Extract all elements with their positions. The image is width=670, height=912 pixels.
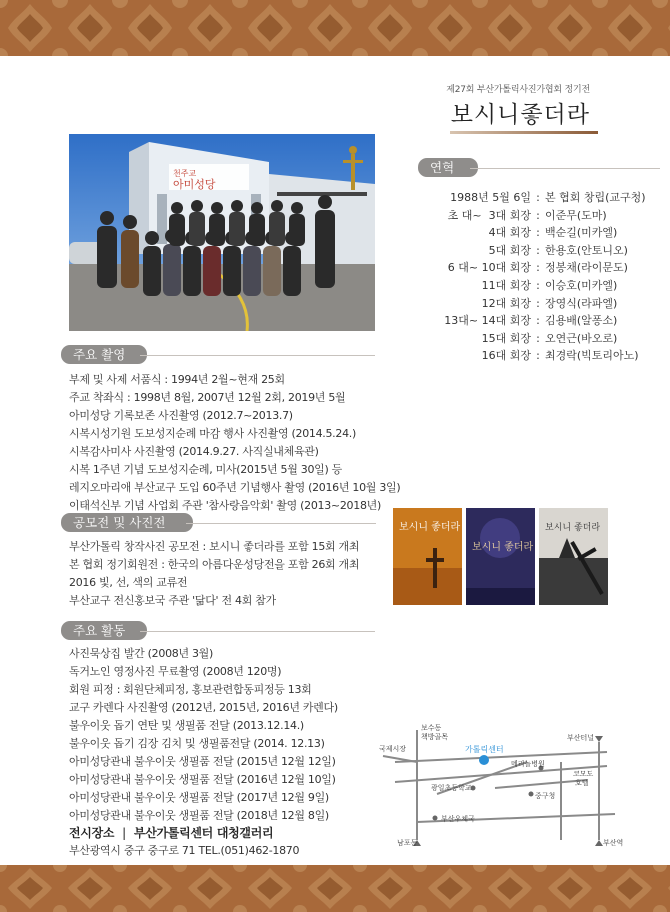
church-sign-bottom: 아미성당 (173, 178, 216, 191)
catholic-center-marker (479, 755, 489, 765)
map-label-gukje: 국제시장 (379, 745, 407, 753)
venue-label: 전시장소 (69, 826, 115, 840)
history-name: 백순길(미카엘) (545, 226, 618, 240)
list-item: 아미성당관내 불우이웃 생필품 전달 (2018년 12월 8일) (69, 809, 329, 822)
history-name: 김용배(알퐁소) (545, 314, 618, 328)
section-heading-label: 주요 활동 (73, 623, 126, 638)
list-item: 독거노인 영정사진 무료촬영 (2008년 120명) (69, 665, 282, 678)
poster-1 (393, 508, 462, 605)
history-term: 12대 회장 (481, 296, 531, 310)
map-label-busan-tunnel: 부산터널 (567, 734, 595, 742)
venue-divider: | (122, 826, 126, 840)
section-heading-label: 공모전 및 사진전 (73, 515, 166, 530)
bottom-ornament-band (0, 865, 670, 912)
activities-list (69, 645, 338, 825)
list-item: 시복감사미사 사진촬영 (2014.9.27. 사직실내체육관) (69, 445, 319, 458)
poster-title: 보시니 좋더라 (472, 542, 534, 553)
list-item: 레지오마리애 부산교구 도입 60주년 기념행사 촬영 (2016년 10월 3일) (69, 481, 401, 494)
venue-name: 부산가톨릭센터 대청갤러리 (133, 826, 274, 840)
section-heading-label: 주요 촬영 (73, 347, 126, 362)
history-name: 한용호(안토니오) (545, 243, 628, 257)
exhibition-title: 보시니좋더라 (450, 102, 590, 128)
history-term: 5대 회장 (488, 243, 531, 257)
venue-line (69, 824, 273, 841)
map-label-gwangil: 광일초등학교 (431, 784, 472, 792)
history-term: 4대 회장 (488, 226, 531, 240)
list-item: 교구 카렌다 사진촬영 (2012년, 2015년, 2016년 카렌다) (69, 701, 338, 714)
history-name: 정봉채(라이문도) (545, 261, 628, 275)
map-label-bosudong-1: 보수동 (421, 724, 442, 732)
section-heading-exhibitions (61, 513, 185, 532)
map-label-post: 부산우체국 (441, 815, 475, 823)
history-row: 16대 회장 : 최경락(빅토리아노) (418, 347, 658, 365)
list-item: 부제 및 사제 서품식 : 1994년 2월~현재 25회 (69, 373, 285, 386)
map-label-junggu: 중구청 (535, 792, 556, 800)
map-label-nampo: 남포동 (397, 839, 418, 847)
history-list (418, 189, 658, 365)
list-item: 사진묵상집 발간 (2008년 3월) (69, 647, 213, 660)
list-item: 아미성당 기록보존 사진촬영 (2012.7~2013.7) (69, 409, 293, 422)
history-term: 16대 회장 (481, 349, 531, 363)
history-name: 이승호(미카엘) (545, 278, 618, 292)
group-photo (69, 134, 375, 331)
location-map (377, 722, 630, 850)
history-row: 4대 회장 : 백순길(미카엘) (418, 224, 658, 242)
history-term: 1988년 5월 6일 (450, 191, 531, 204)
section-heading-line (140, 355, 375, 356)
history-name: 오연근(바오로) (545, 331, 618, 345)
history-row: 5대 회장 : 한용호(안토니오) (418, 242, 658, 260)
map-label-komodo-2: 호텔 (575, 779, 589, 787)
map-label-bosudong-2: 책방골목 (421, 733, 449, 741)
list-item: 시복시성기원 도보성지순례 마감 행사 사진촬영 (2014.5.24.) (69, 427, 356, 440)
section-heading-activities (61, 621, 139, 640)
history-row: 12대 회장 : 장영식(라파엘) (418, 295, 658, 313)
history-term: 13대~ 14대 회장 (444, 314, 531, 328)
poster-3 (539, 508, 608, 605)
history-row: 6 대~ 10대 회장 : 정봉채(라이문도) (418, 259, 658, 277)
history-term: 6 대~ 10대 회장 (447, 261, 531, 275)
list-item: 아미성당관내 불우이웃 생필품 전달 (2015년 12월 12일) (69, 755, 336, 768)
damask-pattern (0, 865, 670, 912)
damask-pattern (0, 0, 670, 56)
exhibition-subtitle: 제27회 부산가톨릭사진가협회 정기전 (446, 85, 590, 95)
history-row: 1988년 5월 6일 : 본 협회 창립(교구청) (418, 189, 658, 207)
history-row: 15대 회장 : 오연근(바오로) (418, 330, 658, 348)
history-term: 15대 회장 (481, 331, 531, 345)
map-label-meriknol: 메리놀병원 (511, 760, 545, 768)
title-underline (450, 131, 598, 134)
map-label-catholic-center: 가톨릭센터 (465, 745, 504, 754)
list-item: 주교 착좌식 : 1998년 8월, 2007년 12월 2회, 2019년 5월 (69, 391, 346, 404)
list-item: 부산가톨릭 창작사진 공모전 : 보시니 좋더라를 포함 15회 개최 (69, 540, 360, 553)
history-row: 초 대~ 3대 회장 : 이준무(도마) (418, 207, 658, 225)
list-item: 시복 1주년 기념 도보성지순례, 미사(2015년 5월 30일) 등 (69, 463, 343, 476)
poster-2 (466, 508, 535, 605)
history-heading-label: 연혁 (430, 160, 455, 175)
poster-title: 보시니 좋더라 (545, 523, 601, 533)
history-name: 장영식(라파엘) (545, 296, 618, 310)
list-item: 이태석신부 기념 사업회 주관 '참사랑음악회' 촬영 (2013~2018년) (69, 499, 381, 512)
list-item: 아미성당관내 불우이웃 생필품 전달 (2016년 12월 10일) (69, 773, 336, 786)
photography-list (69, 371, 400, 515)
history-name: 최경락(빅토리아노) (545, 349, 639, 363)
poster-title: 보시니 좋더라 (399, 522, 461, 533)
history-row: 13대~ 14대 회장 : 김용배(알퐁소) (418, 312, 658, 330)
map-label-komodo-1: 코모도 (573, 770, 594, 778)
history-heading (418, 158, 470, 177)
list-item: 2016 빛, 선, 색의 교류전 (69, 576, 188, 589)
venue-address: 부산광역시 중구 중구로 71 TEL.(051)462-1870 (69, 844, 300, 857)
map-label-busan-station: 부산역 (603, 839, 624, 847)
history-term: 초 대~ 3대 회장 (447, 208, 531, 222)
list-item: 본 협회 정기회원전 : 한국의 아름다운성당전을 포함 26회 개최 (69, 558, 360, 571)
list-item: 아미성당관내 불우이웃 생필품 전달 (2017년 12월 9일) (69, 791, 329, 804)
church-sign-top: 천주교 (173, 169, 197, 178)
section-heading-photography (61, 345, 139, 364)
top-ornament-band (0, 0, 670, 56)
history-row: 11대 회장 : 이승호(미카엘) (418, 277, 658, 295)
list-item: 불우이웃 돕기 김장 김치 및 생필품전달 (2014. 12.13) (69, 737, 325, 750)
exhibitions-list (69, 538, 359, 610)
history-name: 본 협회 창립(교구청) (545, 191, 646, 204)
section-heading-line (186, 523, 376, 524)
section-heading-line (140, 631, 375, 632)
history-name: 이준무(도마) (545, 208, 607, 222)
list-item: 불우이웃 돕기 연탄 및 생필품 전달 (2013.12.14.) (69, 719, 304, 732)
history-term: 11대 회장 (481, 278, 531, 292)
history-heading-line (470, 168, 660, 169)
list-item: 회원 피정 : 회원단체피정, 홍보관련합동피정등 13회 (69, 683, 312, 696)
list-item: 부산교구 전신홍보국 주관 '닮다' 전 4회 참가 (69, 594, 276, 607)
